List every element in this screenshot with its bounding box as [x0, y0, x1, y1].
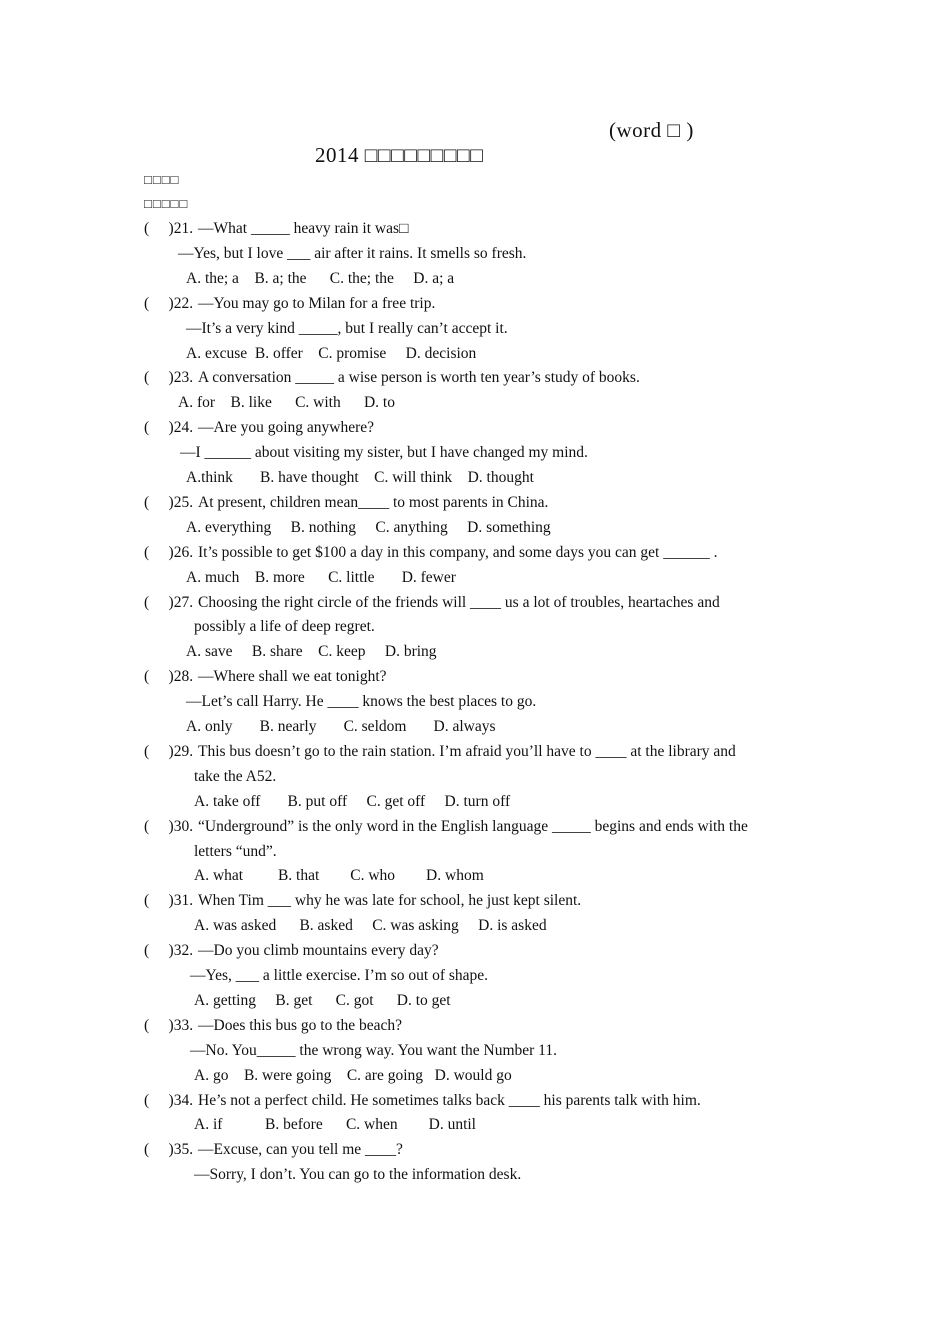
question-line: A. what B. that C. who D. whom: [194, 867, 484, 885]
question-line: A. the; a B. a; the C. the; the D. a; a: [186, 269, 455, 287]
answer-blank: ( )23.: [144, 369, 194, 387]
question-line: —Sorry, I don’t. You can go to the information desk.: [194, 1166, 522, 1184]
question-line: A.think B. have thought C. will think D. thought: [186, 469, 534, 486]
question-text: When Tim ___ why he was late for school, he just kept silent.: [198, 892, 582, 910]
title-tag: (word □ ): [609, 118, 694, 142]
answer-blank: ( )32.: [144, 942, 194, 960]
answer-blank: ( )25.: [144, 493, 194, 511]
answer-blank: ( )27.: [144, 593, 194, 611]
answer-blank: ( )21.: [144, 220, 194, 237]
question-text: This bus doesn’t go to the rain station. I’m afraid you’ll have to ____ at the library and: [198, 742, 736, 760]
answer-blank: ( )22.: [144, 294, 194, 312]
title-text: 2014 □□□□□□□□□: [315, 143, 484, 167]
question-text: “Underground” is the only word in the English language _____ begins and ends with the: [198, 817, 748, 835]
question-text: —Does this bus go to the beach?: [198, 1016, 403, 1034]
answer-blank: ( )28.: [144, 668, 194, 686]
question-line: A. much B. more C. little D. fewer: [186, 568, 456, 586]
question-line: A. for B. like C. with D. to: [178, 394, 395, 412]
question-line: A. take off B. put off C. get off D. turn off: [194, 792, 511, 810]
question-line: letters “und”.: [194, 842, 277, 860]
question-text: —Where shall we eat tonight?: [198, 668, 387, 686]
question-line: take the A52.: [194, 767, 277, 785]
question-line: —Yes, ___ a little exercise. I’m so out of shape.: [190, 967, 489, 984]
section-heading-2: □□□□□: [144, 196, 189, 211]
answer-blank: ( )31.: [144, 892, 194, 910]
question-text: —Do you climb mountains every day?: [198, 942, 439, 960]
question-line: A. if B. before C. when D. until: [194, 1116, 476, 1134]
question-line: A. go B. were going C. are going D. would go: [194, 1066, 512, 1084]
question-text: —You may go to Milan for a free trip.: [198, 294, 436, 312]
answer-blank: ( )30.: [144, 817, 194, 835]
question-line: —No. You_____ the wrong way. You want the Number 11.: [190, 1041, 557, 1059]
section-heading-1: □□□□: [144, 172, 180, 187]
question-line: —I ______ about visiting my sister, but I have changed my mind.: [180, 444, 588, 462]
question-line: —It’s a very kind _____, but I really can’t accept it.: [186, 319, 508, 337]
question-line: A. save B. share C. keep D. bring: [186, 643, 437, 661]
answer-blank: ( )33.: [144, 1016, 194, 1034]
question-line: A. everything B. nothing C. anything D. something: [186, 518, 551, 536]
answer-blank: ( )24.: [144, 419, 194, 437]
page-title: [292, 118, 694, 218]
question-line: A. getting B. get C. got D. to get: [194, 991, 451, 1009]
question-line: —Yes, but I love ___ air after it rains. It smells so fresh.: [178, 244, 527, 262]
question-text: —What _____ heavy rain it was□: [198, 220, 409, 237]
question-text: He’s not a perfect child. He sometimes talks back ____ his parents talk with him.: [198, 1091, 701, 1109]
question-text: —Are you going anywhere?: [198, 419, 375, 437]
question-text: A conversation _____ a wise person is worth ten year’s study of books.: [198, 369, 640, 387]
question-text: Choosing the right circle of the friends will ____ us a lot of troubles, heartaches and: [198, 593, 720, 611]
question-line: A. was asked B. asked C. was asking D. is asked: [194, 917, 547, 935]
question-text: It’s possible to get $100 a day in this company, and some days you can get ______ .: [198, 543, 718, 561]
question-line: A. only B. nearly C. seldom D. always: [186, 718, 496, 735]
answer-blank: ( )34.: [144, 1091, 194, 1109]
question-text: —Excuse, can you tell me ____?: [198, 1141, 403, 1159]
question-text: At present, children mean____ to most parents in China.: [198, 493, 549, 511]
answer-blank: ( )35.: [144, 1141, 194, 1159]
question-line: possibly a life of deep regret.: [194, 618, 375, 636]
answer-blank: ( )29.: [144, 742, 194, 760]
question-line: —Let’s call Harry. He ____ knows the best places to go.: [186, 693, 537, 711]
question-line: A. excuse B. offer C. promise D. decision: [186, 344, 477, 362]
answer-blank: ( )26.: [144, 543, 194, 561]
